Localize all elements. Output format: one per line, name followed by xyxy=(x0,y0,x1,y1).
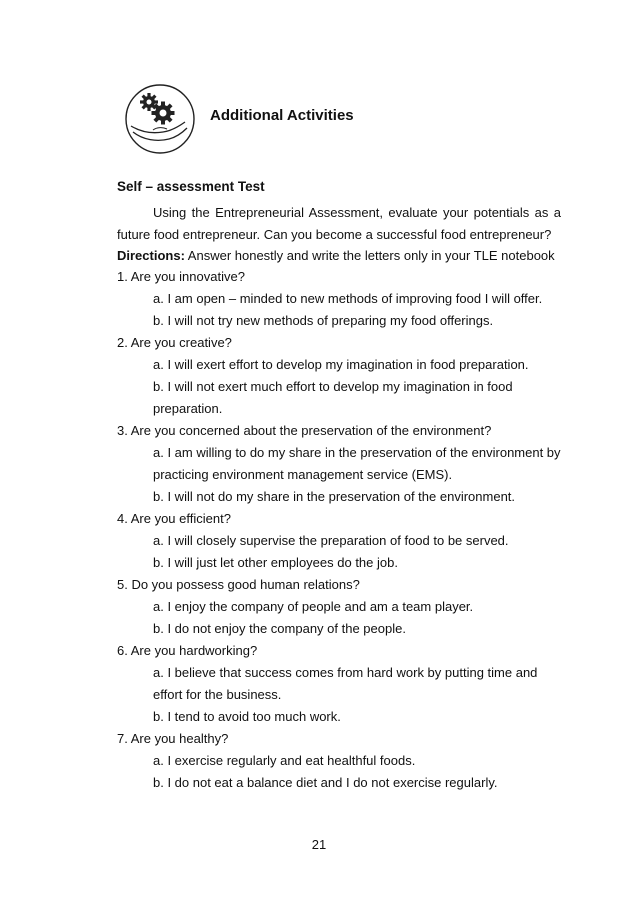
option-a: a. I exercise regularly and eat healthful foods. xyxy=(153,753,416,768)
option-a: a. I am willing to do my share in the preservation of the environment by practicing environment management service (EMS). xyxy=(153,445,561,482)
question-text: 1. Are you innovative? xyxy=(117,269,245,284)
option-b: b. I do not eat a balance diet and I do not exercise regularly. xyxy=(153,775,498,790)
question-text: 7. Are you healthy? xyxy=(117,731,229,746)
question-item xyxy=(117,332,567,420)
question-text: 6. Are you hardworking? xyxy=(117,643,258,658)
option-a: a. I believe that success comes from hard work by putting time and effort for the business. xyxy=(153,665,538,702)
option-b: b. I will not do my share in the preservation of the environment. xyxy=(153,489,516,504)
option-a: a. I will closely supervise the preparation of food to be served. xyxy=(153,533,509,548)
intro-paragraph: Using the Entrepreneurial Assessment, evaluate your potentials as a future food entrepreneur. Can you become a successful food entrepreneur? xyxy=(117,205,561,242)
subheading: Self – assessment Test xyxy=(117,179,265,194)
section-title: Additional Activities xyxy=(210,107,354,124)
directions xyxy=(117,245,555,267)
question-item xyxy=(117,640,567,728)
question-text: 4. Are you efficient? xyxy=(117,511,231,526)
option-b: b. I tend to avoid too much work. xyxy=(153,709,341,724)
directions-text: Answer honestly and write the letters only in your TLE notebook xyxy=(184,248,555,263)
option-a: a. I will exert effort to develop my imagination in food preparation. xyxy=(153,357,529,372)
question-item xyxy=(117,574,567,640)
option-b: b. I will not exert much effort to develop my imagination in food preparation. xyxy=(153,379,513,416)
directions-label: Directions: xyxy=(117,248,185,263)
gears-in-hand-icon xyxy=(123,82,197,156)
question-text: 3. Are you concerned about the preservation of the environment? xyxy=(117,423,492,438)
question-item xyxy=(117,728,567,794)
option-a: a. I am open – minded to new methods of improving food I will offer. xyxy=(153,291,543,306)
option-b: b. I will not try new methods of preparing my food offerings. xyxy=(153,313,494,328)
option-a: a. I enjoy the company of people and am a team player. xyxy=(153,599,474,614)
question-item xyxy=(117,508,567,574)
question-text: 2. Are you creative? xyxy=(117,335,232,350)
question-text: 5. Do you possess good human relations? xyxy=(117,577,360,592)
option-b: b. I do not enjoy the company of the people. xyxy=(153,621,406,636)
question-item xyxy=(117,266,567,332)
option-b: b. I will just let other employees do the job. xyxy=(153,555,398,570)
question-item xyxy=(117,420,567,508)
page-number: 21 xyxy=(311,837,327,852)
question-list xyxy=(117,266,567,794)
